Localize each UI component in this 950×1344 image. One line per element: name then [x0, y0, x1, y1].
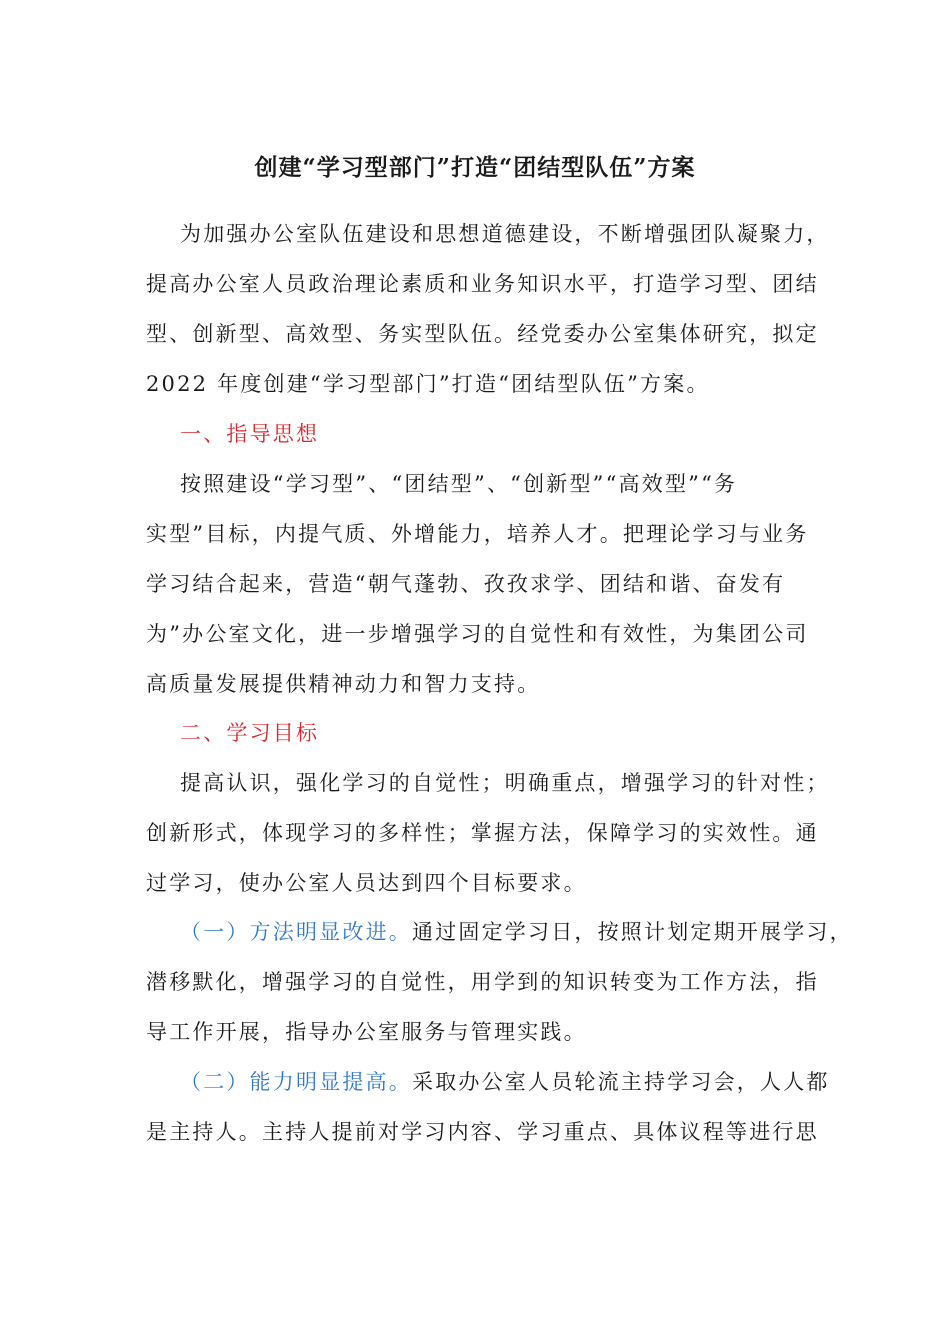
section1-line: 高质量发展提供精神动力和智力支持。 [146, 672, 541, 696]
section2-line: 创新形式，体现学习的多样性；掌握方法，保障学习的实效性。通 [146, 821, 819, 845]
item2-line: 是主持人。主持人提前对学习内容、学习重点、具体议程等进行思 [146, 1120, 819, 1144]
item2-heading: （二）能力明显提高。 [180, 1070, 412, 1094]
intro-line: 为加强办公室队伍建设和思想道德建设，不断增强团队凝聚力， [180, 222, 830, 246]
section2-line: 提高认识，强化学习的自觉性；明确重点，增强学习的针对性； [180, 771, 830, 795]
item1-line: 导工作开展，指导办公室服务与管理实践。 [146, 1020, 587, 1044]
intro-line: 2022 年度创建“学习型部门”打造“团结型队伍”方案。 [146, 372, 710, 396]
item1-first-line [180, 917, 853, 947]
item1-heading: （一）方法明显改进。 [180, 920, 412, 944]
section1-line: 为”办公室文化，进一步增强学习的自觉性和有效性，为集团公司 [146, 622, 809, 646]
intro-line: 型、创新型、高效型、务实型队伍。经党委办公室集体研究，拟定 [146, 322, 819, 346]
document-title: 创建“学习型部门”打造“团结型队伍”方案 [254, 154, 696, 181]
section1-line: 实型”目标，内提气质、外增能力，培养人才。把理论学习与业务 [146, 522, 809, 546]
intro-line: 提高办公室人员政治理论素质和业务知识水平，打造学习型、团结 [146, 272, 819, 296]
section1-line: 按照建设“学习型”、“团结型”、“创新型”“高效型”“务 [180, 472, 738, 496]
item2-first-line [180, 1067, 830, 1097]
section2-line: 过学习，使办公室人员达到四个目标要求。 [146, 871, 587, 895]
item1-first-rest: 通过固定学习日，按照计划定期开展学习， [412, 920, 853, 944]
item1-line: 潜移默化，增强学习的自觉性，用学到的知识转变为工作方法，指 [146, 970, 819, 994]
section-heading-learning-goals: 二、学习目标 [180, 721, 320, 745]
section1-line: 学习结合起来，营造“朝气蓬勃、孜孜求学、团结和谐、奋发有 [146, 572, 786, 596]
item2-first-rest: 采取办公室人员轮流主持学习会，人人都 [412, 1070, 830, 1094]
section-heading-guiding-ideology: 一、指导思想 [180, 422, 320, 446]
